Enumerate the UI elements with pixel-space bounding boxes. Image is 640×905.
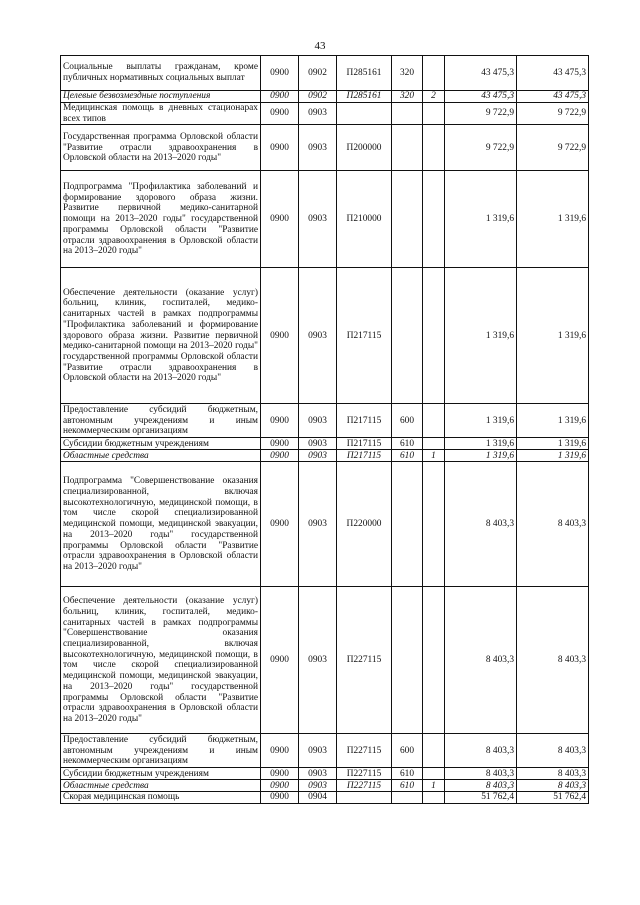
row-value-1: 9 722,9 (445, 103, 517, 125)
row-code-expense-type (392, 268, 423, 404)
table-row (61, 103, 589, 125)
row-code-fund-source (423, 171, 445, 268)
row-name: Обеспечение деятельности (оказание услуг) больниц, клиник, госпиталей, медико-санитарных частей в рамках подпрограммы "Совершенствование оказания специализированной, включая высокотехнологичную, медицинской помощи, в том числе скорой специализированной медицинской помощи, медицинской эвакуации, на 2013–2020 годы" государственной программы Орловской области "Развитие отрасли здравоохранения в Орловской области на 2013–2020 годы" (61, 587, 261, 734)
row-code-admin: 0900 (261, 780, 299, 792)
row-code-fund-source (423, 462, 445, 587)
row-code-admin: 0900 (261, 438, 299, 450)
row-code-section: 0903 (299, 404, 337, 438)
row-value-2: 8 403,3 (517, 734, 589, 768)
row-code-admin: 0900 (261, 56, 299, 91)
row-code-admin: 0900 (261, 792, 299, 804)
row-code-section: 0903 (299, 734, 337, 768)
row-code-fund-source (423, 438, 445, 450)
row-code-target: П227115 (337, 587, 392, 734)
row-name: Государственная программа Орловской области "Развитие отрасли здравоохранения в Орловской области на 2013–2020 годы" (61, 125, 261, 171)
row-code-admin: 0900 (261, 450, 299, 462)
row-code-admin: 0900 (261, 268, 299, 404)
row-code-admin: 0900 (261, 91, 299, 103)
row-value-1: 8 403,3 (445, 780, 517, 792)
row-value-1: 8 403,3 (445, 462, 517, 587)
table-row (61, 91, 589, 103)
row-code-section: 0903 (299, 450, 337, 462)
row-name: Областные средства (61, 450, 261, 462)
table-row (61, 171, 589, 268)
table-row (61, 404, 589, 438)
row-code-admin: 0900 (261, 125, 299, 171)
row-name: Подпрограмма "Профилактика заболеваний и формирование здорового образа жизни. Развитие первичной медико-санитарной помощи на 2013–2020 годы" государственной программы Орловской области "Развитие отрасли здравоохранения в Орловской области на 2013–2020 годы" (61, 171, 261, 268)
row-name: Скорая медицинская помощь (61, 792, 261, 804)
row-value-2: 8 403,3 (517, 768, 589, 780)
table-row (61, 450, 589, 462)
table-row (61, 768, 589, 780)
row-name: Медицинская помощь в дневных стационарах всех типов (61, 103, 261, 125)
row-value-2: 1 319,6 (517, 404, 589, 438)
row-name: Субсидии бюджетным учреждениям (61, 768, 261, 780)
row-value-2: 1 319,6 (517, 268, 589, 404)
row-value-1: 43 475,3 (445, 91, 517, 103)
row-code-admin: 0900 (261, 171, 299, 268)
page-number: 43 (314, 40, 326, 52)
row-code-section: 0902 (299, 91, 337, 103)
row-code-target: П217115 (337, 268, 392, 404)
row-code-admin: 0900 (261, 462, 299, 587)
row-code-fund-source (423, 792, 445, 804)
row-code-fund-source (423, 404, 445, 438)
row-code-fund-source: 2 (423, 91, 445, 103)
row-code-expense-type (392, 125, 423, 171)
row-code-expense-type (392, 171, 423, 268)
row-code-section: 0903 (299, 462, 337, 587)
row-code-target: П285161 (337, 56, 392, 91)
row-code-section: 0903 (299, 125, 337, 171)
row-value-1: 1 319,6 (445, 450, 517, 462)
row-code-section: 0903 (299, 768, 337, 780)
row-code-expense-type: 600 (392, 404, 423, 438)
row-code-admin: 0900 (261, 768, 299, 780)
budget-table (60, 55, 589, 804)
row-code-expense-type: 320 (392, 56, 423, 91)
row-code-expense-type: 320 (392, 91, 423, 103)
row-value-2: 8 403,3 (517, 462, 589, 587)
row-code-target (337, 792, 392, 804)
row-value-1: 51 762,4 (445, 792, 517, 804)
row-code-fund-source (423, 587, 445, 734)
row-code-target: П227115 (337, 734, 392, 768)
row-value-1: 8 403,3 (445, 587, 517, 734)
row-value-1: 9 722,9 (445, 125, 517, 171)
row-code-target: П220000 (337, 462, 392, 587)
row-name: Предоставление субсидий бюджетным, автономным учреждениям и иным некоммерческим организациям (61, 404, 261, 438)
row-code-target: П285161 (337, 91, 392, 103)
row-code-section: 0904 (299, 792, 337, 804)
row-code-fund-source (423, 125, 445, 171)
table-row (61, 268, 589, 404)
row-value-2: 9 722,9 (517, 125, 589, 171)
row-name: Субсидии бюджетным учреждениям (61, 438, 261, 450)
row-code-expense-type: 610 (392, 780, 423, 792)
table-row (61, 462, 589, 587)
row-code-target (337, 103, 392, 125)
row-name: Целевые безвозмездные поступления (61, 91, 261, 103)
table-row (61, 438, 589, 450)
row-code-fund-source (423, 268, 445, 404)
row-value-1: 1 319,6 (445, 268, 517, 404)
row-code-section: 0903 (299, 103, 337, 125)
row-code-expense-type (392, 792, 423, 804)
row-code-target: П217115 (337, 404, 392, 438)
row-code-target: П210000 (337, 171, 392, 268)
row-name: Предоставление субсидий бюджетным, автономным учреждениям и иным некоммерческим организациям (61, 734, 261, 768)
table-row (61, 56, 589, 91)
row-code-admin: 0900 (261, 404, 299, 438)
table-row (61, 587, 589, 734)
row-value-1: 8 403,3 (445, 768, 517, 780)
row-code-section: 0903 (299, 438, 337, 450)
table-row (61, 125, 589, 171)
row-name: Социальные выплаты гражданам, кроме публичных нормативных социальных выплат (61, 56, 261, 91)
row-code-target: П227115 (337, 780, 392, 792)
row-code-target: П217115 (337, 438, 392, 450)
row-code-expense-type: 610 (392, 438, 423, 450)
row-code-admin: 0900 (261, 587, 299, 734)
row-code-expense-type: 610 (392, 450, 423, 462)
row-code-target: П227115 (337, 768, 392, 780)
row-value-1: 1 319,6 (445, 438, 517, 450)
row-code-expense-type (392, 462, 423, 587)
row-code-fund-source (423, 734, 445, 768)
table-row (61, 734, 589, 768)
row-value-2: 43 475,3 (517, 91, 589, 103)
row-name: Областные средства (61, 780, 261, 792)
row-value-1: 1 319,6 (445, 404, 517, 438)
row-code-expense-type: 610 (392, 768, 423, 780)
row-value-2: 1 319,6 (517, 438, 589, 450)
row-value-2: 9 722,9 (517, 103, 589, 125)
row-code-admin: 0900 (261, 734, 299, 768)
row-code-expense-type (392, 103, 423, 125)
row-code-fund-source: 1 (423, 450, 445, 462)
row-value-2: 1 319,6 (517, 171, 589, 268)
row-code-section: 0903 (299, 587, 337, 734)
row-code-section: 0903 (299, 171, 337, 268)
row-value-1: 8 403,3 (445, 734, 517, 768)
row-value-1: 1 319,6 (445, 171, 517, 268)
row-value-2: 43 475,3 (517, 56, 589, 91)
table-row (61, 792, 589, 804)
row-code-section: 0903 (299, 780, 337, 792)
row-code-target: П217115 (337, 450, 392, 462)
row-code-section: 0902 (299, 56, 337, 91)
row-code-fund-source: 1 (423, 780, 445, 792)
row-value-2: 1 319,6 (517, 450, 589, 462)
row-value-1: 43 475,3 (445, 56, 517, 91)
row-code-admin: 0900 (261, 103, 299, 125)
row-code-fund-source (423, 56, 445, 91)
row-code-fund-source (423, 768, 445, 780)
table-row (61, 780, 589, 792)
row-code-section: 0903 (299, 268, 337, 404)
row-code-target: П200000 (337, 125, 392, 171)
row-name: Подпрограмма "Совершенствование оказания специализированной, включая высокотехнологичную, медицинской помощи, в том числе скорой специализированной медицинской помощи, медицинской эвакуации, на 2013–2020 годы" государственной программы Орловской области "Развитие отрасли здравоохранения в Орловской области на 2013–2020 годы" (61, 462, 261, 587)
row-name: Обеспечение деятельности (оказание услуг) больниц, клиник, госпиталей, медико-санитарных частей в рамках подпрограммы "Профилактика заболеваний и формирование здорового образа жизни. Развитие первичной медико-санитарной помощи на 2013–2020 годы" государственной программы Орловской области "Развитие отрасли здравоохранения в Орловской области на 2013–2020 годы" (61, 268, 261, 404)
row-code-expense-type: 600 (392, 734, 423, 768)
row-value-2: 51 762,4 (517, 792, 589, 804)
row-value-2: 8 403,3 (517, 780, 589, 792)
row-code-expense-type (392, 587, 423, 734)
row-code-fund-source (423, 103, 445, 125)
row-value-2: 8 403,3 (517, 587, 589, 734)
